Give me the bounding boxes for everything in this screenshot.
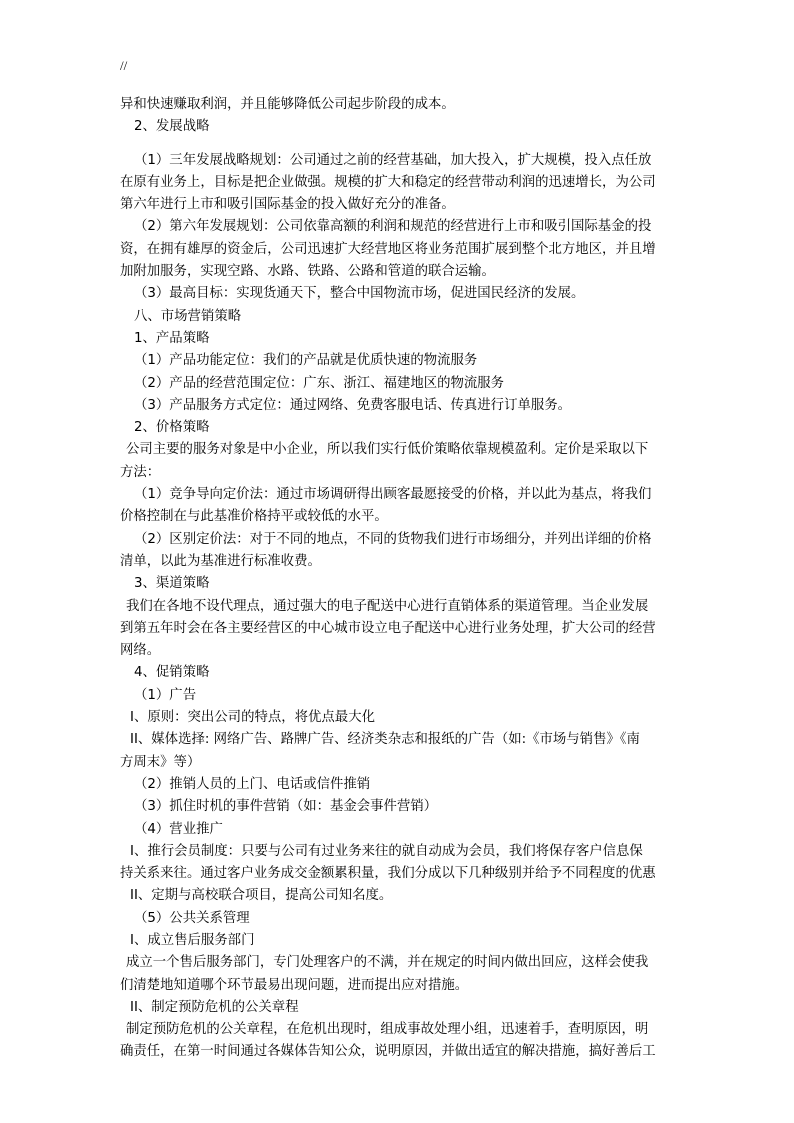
text-line: （1）竞争导向定价法：通过市场调研得出顾客最愿接受的价格，并以此为基点，将我们: [134, 487, 652, 503]
text-line: （2）第六年发展规划：公司依靠高额的利润和规范的经营进行上市和吸引国际基金的投: [134, 219, 652, 235]
text-line: 清单，以此为基准进行标准收费。: [120, 553, 321, 569]
text-line: II、媒体选择: 网络广告、路牌广告、经济类杂志和报纸的广告（如:《市场与销售》《南: [130, 732, 640, 748]
text-line: 在原有业务上，目标是把企业做强。规模的扩大和稳定的经营带动利润的迅速增长，为公司: [120, 174, 656, 190]
text-line: （2）推销人员的上门、电话或信件推销: [134, 776, 371, 792]
text-line: 加附加服务，实现空路、水路、铁路、公路和管道的联合运输。: [120, 264, 495, 280]
text-line: I、原则：突出公司的特点，将优点最大化: [130, 710, 375, 726]
text-line: 第六年进行上市和吸引国际基金的投入做好充分的准备。: [120, 197, 455, 213]
text-line: 1、产品策略: [134, 330, 210, 346]
text-line: 持关系来往。通过客户业务成交金额累积量，我们分成以下几种级别并给予不同程度的优惠: [120, 866, 656, 882]
text-line: II、制定预防危机的公关章程: [130, 999, 299, 1015]
text-line: （1）产品功能定位：我们的产品就是优质快速的物流服务: [134, 353, 478, 369]
document-body: [120, 94, 680, 1064]
text-line: 方周末》等）: [120, 754, 201, 770]
text-line: （2）产品的经营范围定位：广东、浙江、福建地区的物流服务: [134, 375, 505, 391]
header-marker: //: [120, 58, 128, 73]
text-line: （4）营业推广: [134, 821, 223, 837]
text-line: （3）产品服务方式定位：通过网络、免费客服电话、传真进行订单服务。: [134, 397, 572, 413]
text-line: 成立一个售后服务部门，专门处理客户的不满，并在规定的时间内做出回应，这样会使我: [126, 955, 649, 971]
paragraph-gap: [120, 139, 680, 150]
text-line: 制定预防危机的公关章程，在危机出现时，组成事故处理小组，迅速着手，查明原因，明: [126, 1022, 649, 1038]
text-line: 4、促销策略: [134, 665, 210, 681]
text-line: 3、渠道策略: [134, 576, 210, 592]
text-line: （3）最高目标：实现货通天下，整合中国物流市场，促进国民经济的发展。: [134, 286, 585, 302]
text-line: I、推行会员制度：只要与公司有过业务来往的就自动成为会员，我们将保存客户信息保: [130, 843, 643, 859]
text-line: 确责任，在第一时间通过各媒体告知公众，说明原因，并做出适宜的解决措施，搞好善后工: [120, 1044, 656, 1060]
text-line: 方法：: [120, 464, 161, 480]
text-line: （3）抓住时机的事件营销（如：基金会事件营销）: [134, 799, 438, 815]
text-line: （1）三年发展战略规划：公司通过之前的经营基础，加大投入，扩大规模，投入点任放: [134, 152, 652, 168]
text-line: （1）广告: [134, 687, 197, 703]
text-line: I、成立售后服务部门: [130, 932, 255, 948]
text-line: 公司主要的服务对象是中小企业，所以我们实行低价策略依靠规模盈利。定价是采取以下: [126, 442, 649, 458]
text-line: 资，在拥有雄厚的资金后，公司迅速扩大经营地区将业务范围扩展到整个北方地区，并且增: [120, 241, 656, 257]
text-line: 网络。: [120, 643, 161, 659]
text-line: 们清楚地知道哪个环节最易出现问题，进而提出应对措施。: [120, 977, 469, 993]
text-line: 到第五年时会在各主要经营区的中心城市设立电子配送中心进行业务处理，扩大公司的经营: [120, 620, 656, 636]
text-line: 价格控制在与此基准价格持平或较低的水平。: [120, 509, 388, 525]
text-line: （2）区别定价法：对于不同的地点，不同的货物我们进行市场细分，并列出详细的价格: [134, 531, 652, 547]
text-line: （5）公共关系管理: [134, 910, 250, 926]
text-line: 异和快速赚取利润，并且能够降低公司起步阶段的成本。: [120, 97, 455, 112]
text-line: 八、市场营销策略: [134, 308, 242, 324]
text-line: 2、价格策略: [134, 420, 210, 436]
text-line: II、定期与高校联合项目，提高公司知名度。: [130, 888, 393, 904]
text-line: 我们在各地不设代理点，通过强大的电子配送中心进行直销体系的渠道管理。当企业发展: [126, 598, 649, 614]
text-line: 2、发展战略: [134, 119, 210, 135]
